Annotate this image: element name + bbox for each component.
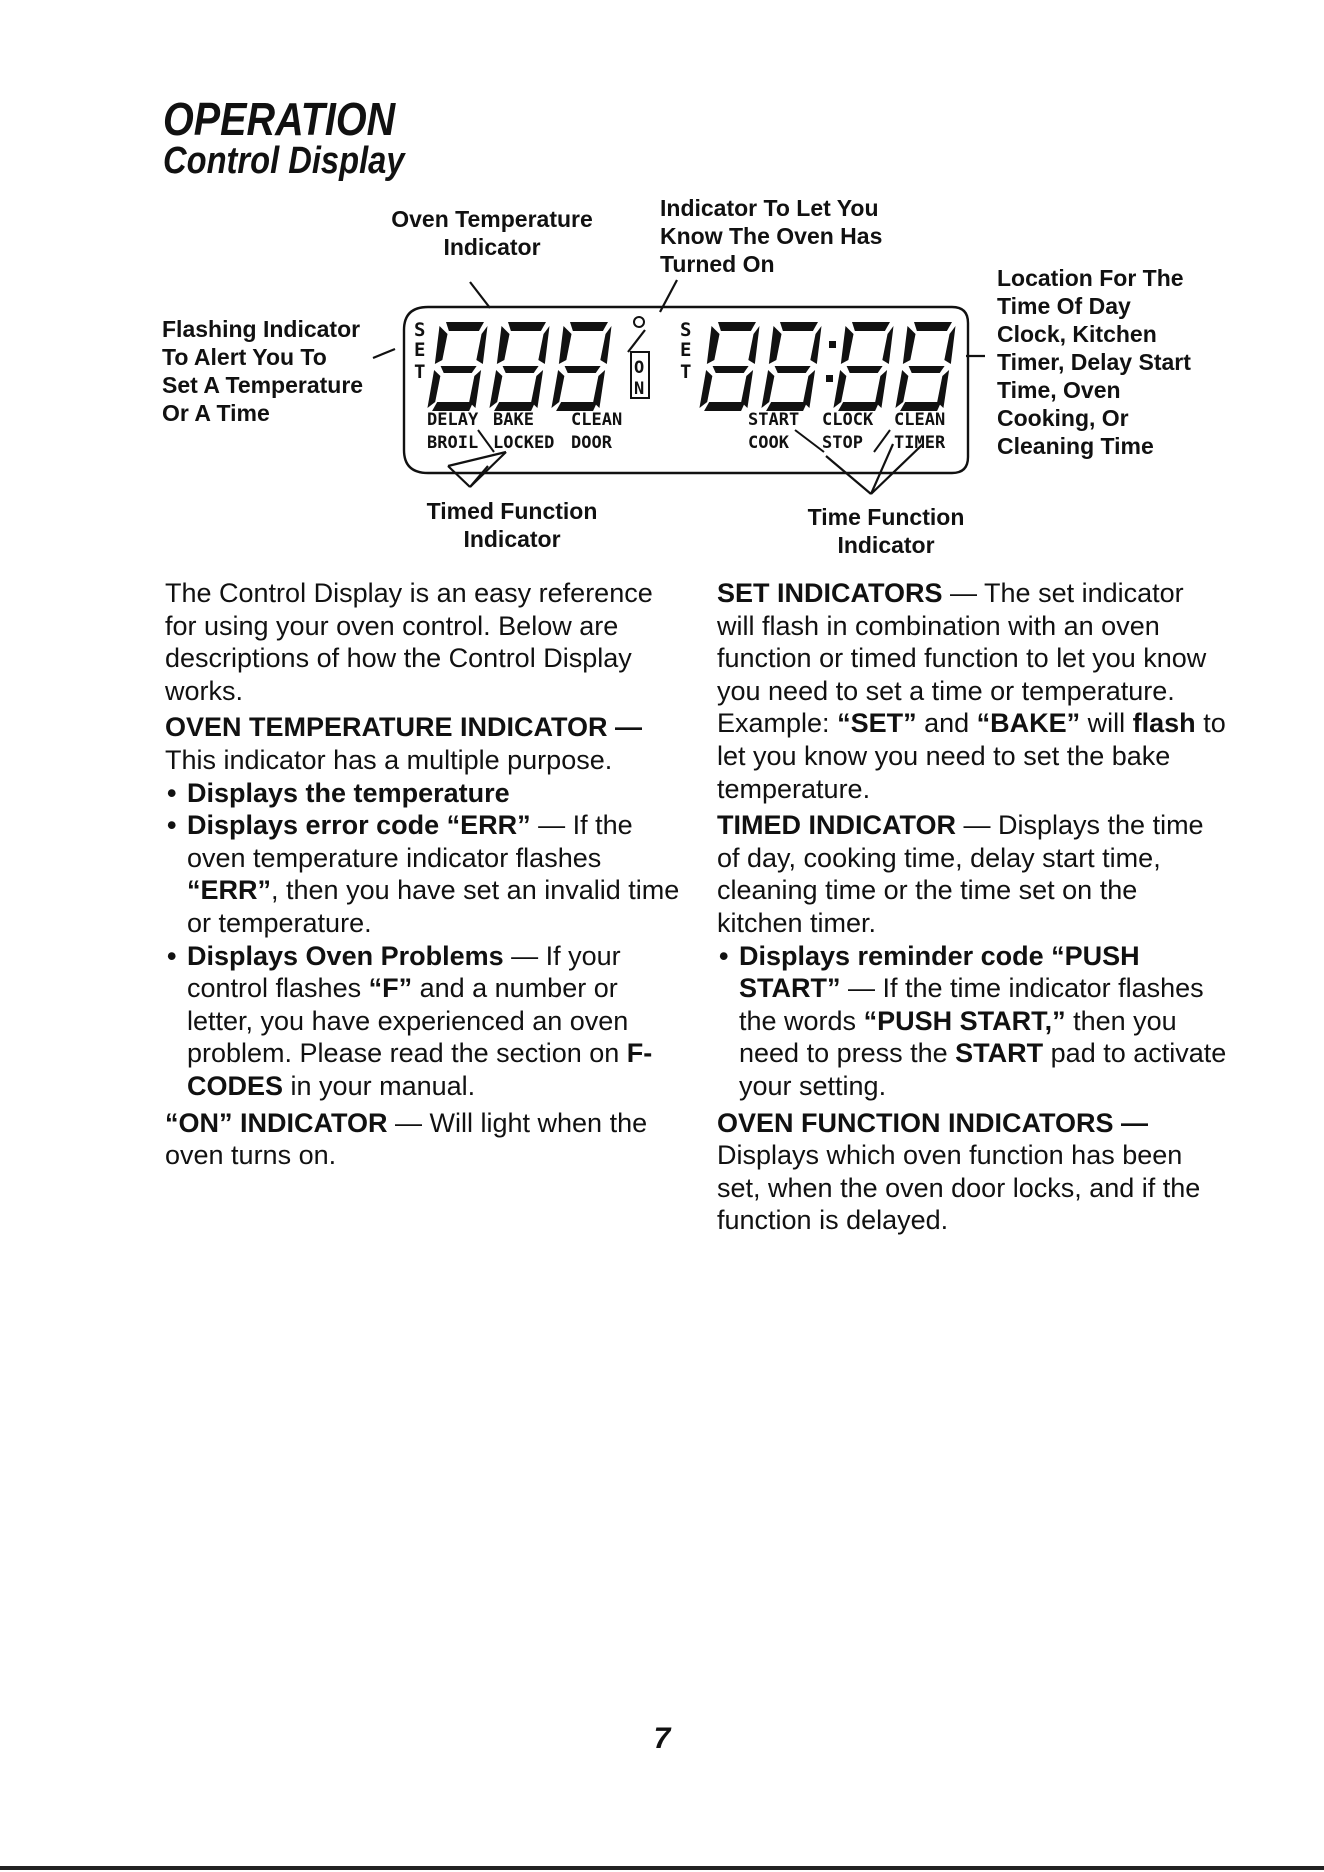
right-text-column — [717, 577, 1227, 1237]
oven-function-text: Displays which oven function has been set, when the oven door locks, and if the function is delayed. — [717, 1140, 1201, 1236]
oven-function-section — [717, 1107, 1227, 1237]
caption-line: Clock, Kitchen — [997, 321, 1157, 347]
bullet-temperature — [165, 777, 685, 810]
caption-line: Flashing Indicator — [162, 316, 361, 342]
flash-word: flash — [1132, 708, 1196, 739]
on-indicator — [631, 352, 649, 399]
reminder-text-mid: then you need to press the — [739, 1005, 1177, 1069]
time-digit — [699, 322, 760, 411]
page-number: 7 — [653, 1722, 671, 1755]
set-text-end: to let you know you need to set the bake temperature. — [717, 708, 1226, 804]
set-letter: S — [680, 319, 692, 341]
section-title: OPERATION — [163, 93, 396, 145]
caption-line: Cooking, Or — [997, 405, 1129, 431]
label-bake: BAKE — [493, 410, 534, 430]
start-word: START — [955, 1038, 1044, 1069]
bottom-rule — [0, 1866, 1324, 1870]
caption-line: Time Of Day — [997, 293, 1131, 319]
timed-indicator-section — [717, 809, 1227, 939]
page-subtitle: Control Display — [163, 140, 405, 182]
set-indicators-section — [717, 577, 1227, 805]
degree-symbol — [634, 317, 644, 327]
oven-temp-heading: OVEN TEMPERATURE INDICATOR — — [165, 712, 643, 743]
oven-temp-text: This indicator has a multiple purpose. — [165, 744, 613, 775]
caption-line: Timer, Delay Start — [997, 349, 1191, 375]
label-clean-left: CLEAN — [571, 410, 623, 430]
timed-text: — Displays the time of day, cooking time, delay start time, cleaning time or the time set on the kitchen timer. — [717, 810, 1204, 938]
bullet-temperature-text: Displays the temperature — [187, 777, 510, 808]
label-start: START — [748, 410, 800, 430]
set-and: and — [916, 708, 977, 739]
control-display-diagram — [0, 0, 1324, 600]
bullet-error-text-end: , then you have set an invalid time or temperature. — [187, 875, 680, 938]
bullet-problems-text-end: in your manual. — [283, 1070, 476, 1101]
label-cook: COOK — [748, 433, 789, 453]
bullet-error-heading: Displays error code “ERR” — [187, 810, 531, 841]
caption-line: Indicator To Let You — [660, 195, 879, 221]
set-will: will — [1080, 708, 1133, 739]
caption-line: Turned On — [660, 251, 775, 277]
oven-temp-section — [165, 711, 685, 776]
caption-line: Location For The — [997, 265, 1184, 291]
time-digit — [833, 322, 894, 411]
caption-line: Timed Function — [426, 498, 598, 524]
set-letter: S — [414, 319, 426, 341]
set-text: — The set indicator will flash in combination with an oven function or timed function to let you know you need to set a time or temperature. Example: — [717, 578, 1207, 739]
caption-line: Oven Temperature — [391, 206, 593, 232]
set-heading: SET INDICATORS — [717, 578, 943, 608]
reminder-text: — If the time indicator flashes the words — [739, 973, 1204, 1036]
label-locked: LOCKED — [493, 433, 555, 453]
on-indicator-section — [165, 1107, 685, 1172]
caption-line: Time, Oven — [997, 377, 1121, 403]
set-letter: T — [680, 361, 692, 383]
colon-dot — [826, 375, 833, 382]
label-clock: CLOCK — [822, 410, 874, 430]
timed-heading: TIMED INDICATOR — [717, 810, 956, 841]
bullet-error-text: — If the oven temperature indicator flashes — [187, 810, 633, 873]
bullet-problems-text-mid: and a number or letter, you have experienced an oven problem. Please read the section on — [187, 973, 629, 1069]
leader-lines — [373, 280, 985, 494]
set-letter: E — [680, 339, 692, 361]
caption-line: Indicator — [443, 234, 541, 260]
on-letter: O — [634, 358, 645, 378]
push-start-words: “PUSH START,” — [863, 1005, 1066, 1036]
label-stop: STOP — [822, 433, 863, 453]
label-timer: TIMER — [894, 433, 946, 453]
label-door: DOOR — [571, 433, 612, 453]
bullet-problems-heading: Displays Oven Problems — [187, 940, 504, 971]
on-heading: “ON” INDICATOR — [165, 1107, 388, 1138]
temp-digit — [489, 322, 550, 411]
time-digit — [895, 322, 956, 411]
caption-line: Or A Time — [162, 400, 270, 426]
set-letter: T — [414, 361, 426, 383]
bullet-error-code — [165, 809, 685, 939]
f-codes-ref: F-CODES — [187, 1038, 653, 1101]
reminder-text-end: pad to activate your setting. — [739, 1038, 1227, 1101]
caption-line: Cleaning Time — [997, 433, 1154, 459]
err-code: “ERR” — [187, 875, 272, 906]
bullet-problems-text: — If your control flashes — [187, 940, 621, 1004]
time-digit — [761, 322, 822, 411]
caption-line: Indicator — [837, 532, 935, 558]
on-letter: N — [634, 379, 645, 399]
bake-word: “BAKE” — [976, 708, 1081, 739]
caption-line: Know The Oven Has — [660, 223, 883, 249]
caption-line: Set A Temperature — [162, 372, 364, 398]
caption-line: Time Function — [807, 504, 965, 530]
set-letter: E — [414, 339, 426, 361]
time-digits — [699, 322, 956, 411]
function-labels — [427, 410, 946, 453]
left-text-column — [165, 577, 685, 1172]
bullet-reminder — [717, 940, 1227, 1103]
temp-digit — [551, 322, 612, 411]
intro-paragraph: The Control Display is an easy reference for using your oven control. Below are descriptions of how the Control Display works. — [165, 578, 653, 706]
bullet-oven-problems — [165, 940, 685, 1103]
temp-digit — [427, 322, 488, 411]
label-clean-right: CLEAN — [894, 410, 946, 430]
set-word: “SET” — [837, 708, 917, 739]
f-code: “F” — [368, 973, 413, 1004]
reminder-heading: Displays reminder code “PUSH START” — [739, 940, 1140, 1004]
set-indicator-right — [680, 319, 691, 383]
caption-line: To Alert You To — [162, 344, 327, 370]
temperature-digits — [427, 322, 612, 411]
label-delay: DELAY — [427, 410, 479, 430]
set-indicator-left — [414, 319, 425, 383]
label-broil: BROIL — [427, 433, 479, 453]
colon-dot — [829, 341, 836, 348]
oven-function-heading: OVEN FUNCTION INDICATORS — — [717, 1107, 1149, 1138]
caption-line: Indicator — [463, 526, 561, 552]
on-text: — Will light when the oven turns on. — [165, 1107, 648, 1171]
